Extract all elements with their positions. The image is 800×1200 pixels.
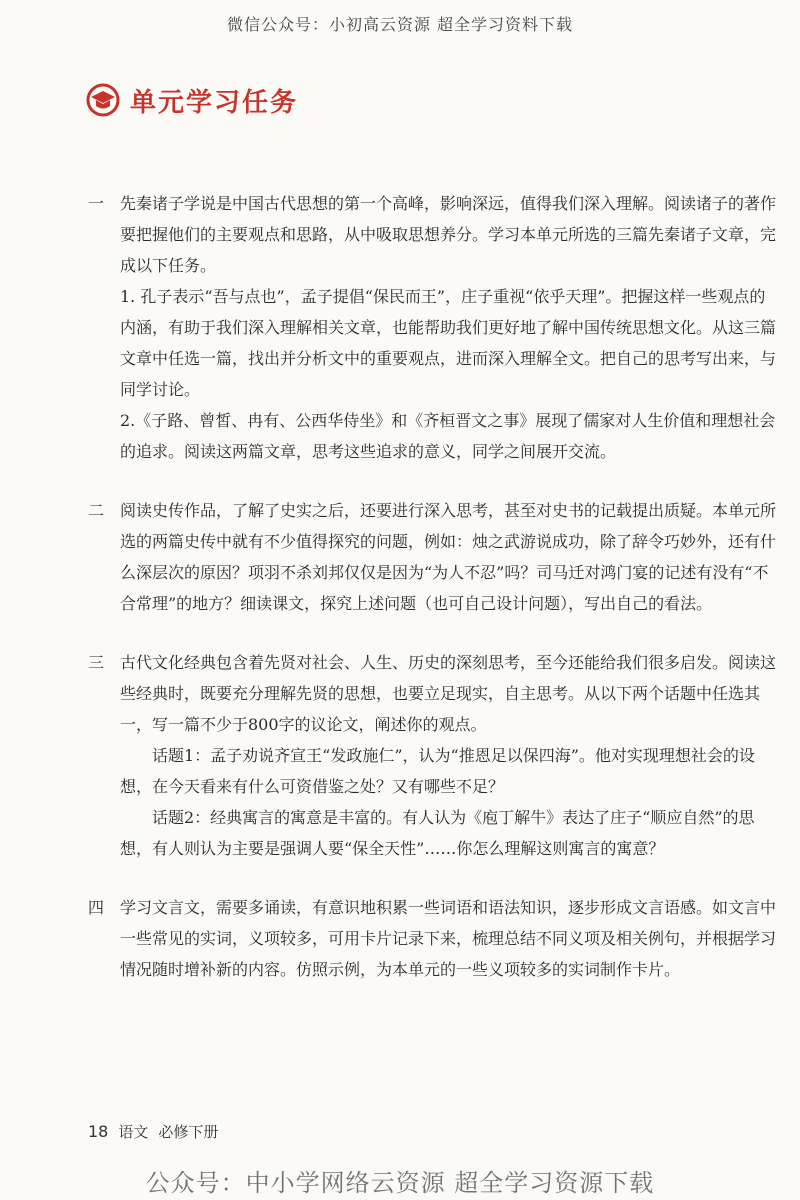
task-list [88, 188, 778, 1013]
task-intro: 阅读史传作品，了解了史实之后，还要进行深入思考，甚至对史书的记载提出质疑。本单元所选的两篇史传中就有不少值得探究的问题，例如：烛之武游说成功，除了辞令巧妙外，还有什么深层次的原因？项羽不杀刘邦仅仅是因为“为人不忍”吗？司马迁对鸿门宴的记述有没有“不合常理”的地方？细读课文，探究上述问题（也可自己设计问题），写出自己的看法。 [120, 501, 777, 613]
topic-2: 话题2：经典寓言的寓意是丰富的。有人认为《庖丁解牛》表达了庄子“顺应自然”的思想，有人则认为主要是强调人要“保全天性”……你怎么理解这则寓言的寓意？ [120, 808, 755, 858]
top-watermark: 微信公众号：小初高云资源 超全学习资料下载 [226, 15, 574, 34]
task-intro: 学习文言文，需要多诵读，有意识地积累一些词语和语法知识，逐步形成文言语感。如文言中一些常见的实词，义项较多，可用卡片记录下来，梳理总结不同义项及相关例句，并根据学习情况随时增补新的内容。仿照示例，为本单元的一些义项较多的实词制作卡片。 [120, 898, 777, 979]
task-2 [88, 495, 778, 619]
bottom-watermark: 公众号：中小学网络云资源 超全学习资源下载 [145, 1169, 655, 1197]
task-number: 三 [88, 653, 105, 672]
footer-subject: 语文 [118, 1123, 149, 1141]
footer-book: 必修下册 [158, 1123, 219, 1141]
graduation-cap-icon [86, 83, 120, 117]
task-3 [88, 647, 778, 864]
task-1 [88, 188, 778, 467]
heading-title: 单元学习任务 [130, 87, 299, 118]
task-number: 二 [88, 501, 105, 520]
task-intro: 古代文化经典包含着先贤对社会、人生、历史的深刻思考，至今还能给我们很多启发。阅读这些经典时，既要充分理解先贤的思想，也要立足现实，自主思考。从以下两个话题中任选其一，写一篇不少于800字的议论文，阐述你的观点。 [120, 653, 777, 734]
task-intro: 先秦诸子学说是中国古代思想的第一个高峰，影响深远，值得我们深入理解。阅读诸子的著作要把握他们的主要观点和思路，从中吸取思想养分。学习本单元所选的三篇先秦诸子文章，完成以下任务。 [120, 194, 777, 275]
page-footer [88, 1121, 218, 1142]
task-4 [88, 892, 778, 985]
page-number: 18 [88, 1122, 109, 1141]
section-heading [86, 80, 298, 120]
task-number: 一 [88, 194, 105, 213]
topic-1: 话题1：孟子劝说齐宣王“发政施仁”，认为“推恩足以保四海”。他对实现理想社会的设想，在今天看来有什么可资借鉴之处？又有哪些不足？ [120, 746, 755, 796]
sub-item-2: 2.《子路、曾皙、冉有、公西华侍坐》和《齐桓晋文之事》展现了儒家对人生价值和理想社会的追求。阅读这两篇文章，思考这些追求的意义，同学之间展开交流。 [120, 411, 776, 461]
task-number: 四 [88, 898, 105, 917]
sub-item-1: 1. 孔子表示“吾与点也”，孟子提倡“保民而王”，庄子重视“依乎天理”。把握这样一些观点的内涵，有助于我们深入理解相关文章，也能帮助我们更好地了解中国传统思想文化。从这三篇文章中任选一篇，找出并分析文中的重要观点，进而深入理解全文。把自己的思考写出来，与同学讨论。 [120, 287, 777, 399]
